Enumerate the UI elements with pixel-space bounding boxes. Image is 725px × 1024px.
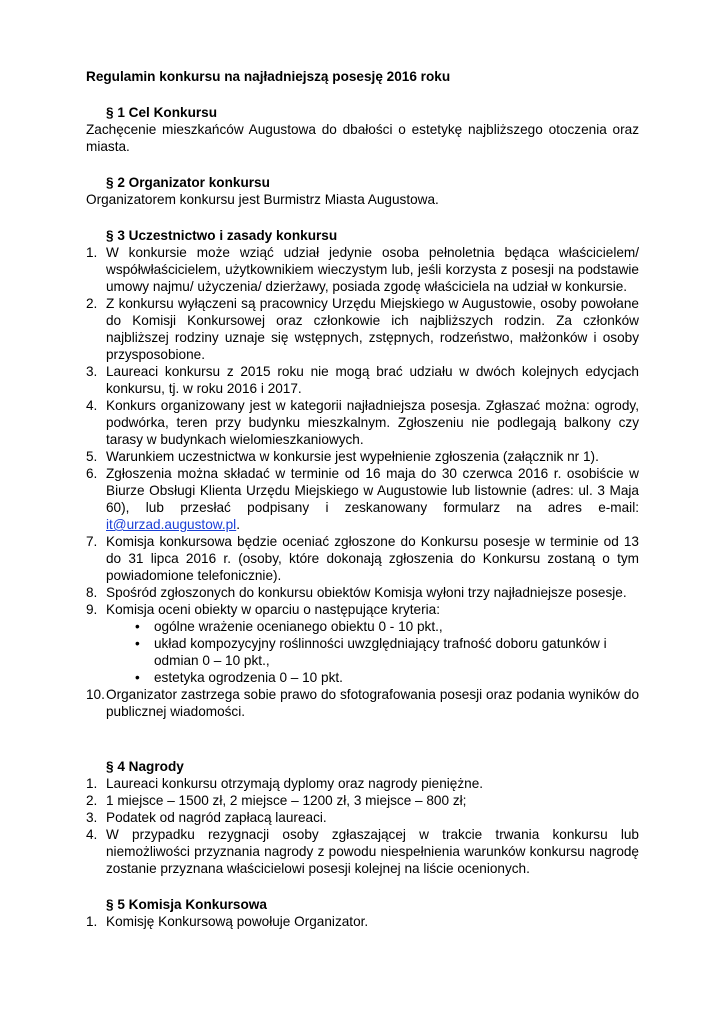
item-number: 8. bbox=[86, 585, 98, 600]
list-item bbox=[86, 913, 639, 930]
section-4 bbox=[86, 758, 639, 877]
item-number: 5. bbox=[86, 449, 98, 464]
list-item bbox=[86, 448, 639, 465]
item-text: Komisja konkursowa będzie oceniać zgłoszone do Konkursu posesje w terminie od 13 do 31 lipca 2016 r. (osoby, które dokonają zgłoszenia do Konkursu zostaną o tym powiadomione telefonicznie). bbox=[106, 534, 639, 583]
item-text: Organizator zastrzega sobie prawo do sfotografowania posesji oraz podania wyników do publicznej wiadomości. bbox=[106, 687, 639, 719]
bullet-icon: • bbox=[135, 670, 140, 685]
bullet-icon: • bbox=[135, 619, 140, 634]
item-text: Konkurs organizowany jest w kategorii najładniejsza posesja. Zgłaszać można: ogrody, podwórka, teren przy budynku mieszkalnym. Zgłoszeniu nie podlegają balkony czy tarasy w budynkach wielomieszkaniowych. bbox=[106, 398, 639, 447]
section-2-heading: § 2 Organizator konkursu bbox=[106, 175, 270, 190]
criteria-item bbox=[106, 635, 639, 669]
item-text: Warunkiem uczestnictwa w konkursie jest wypełnienie zgłoszenia (załącznik nr 1). bbox=[106, 449, 599, 464]
item-number: 1. bbox=[86, 914, 98, 929]
criteria-text: estetyka ogrodzenia 0 – 10 pkt. bbox=[154, 670, 343, 685]
list-item bbox=[86, 295, 639, 363]
item-number: 6. bbox=[86, 466, 98, 481]
list-item bbox=[86, 775, 639, 792]
list-item bbox=[86, 363, 639, 397]
item-text: W przypadku rezygnacji osoby zgłaszającej w trakcie trwania konkursu lub niemożliwości przyznania nagrody z powodu niespełnienia warunków konkursu nagrodę zostanie przyznana właścicielowi posesji kolejnej na liście ocenionych. bbox=[106, 827, 639, 876]
item-number: 2. bbox=[86, 793, 98, 808]
list-item bbox=[86, 397, 639, 448]
section-3 bbox=[86, 227, 639, 720]
item-text: Zgłoszenia można składać w terminie od 16 maja do 30 czerwca 2016 r. osobiście w Biurze Obsługi Klienta Urzędu Miejskiego w Augustowie lub listownie (adres: ul. 3 Maja 60), lub przesłać podpisany i zeskanowany formularz na adres e-mail: bbox=[106, 466, 639, 515]
list-item bbox=[86, 826, 639, 877]
section-4-list bbox=[86, 775, 639, 877]
item-number: 10. bbox=[86, 687, 105, 702]
item-text: Laureaci konkursu otrzymają dyplomy oraz nagrody pieniężne. bbox=[106, 776, 484, 791]
item-text: Laureaci konkursu z 2015 roku nie mogą brać udziału w dwóch kolejnych edycjach konkursu, tj. w roku 2016 i 2017. bbox=[106, 364, 639, 396]
email-link[interactable]: it@urzad.augustow.pl bbox=[106, 517, 237, 532]
criteria-item bbox=[106, 669, 639, 686]
item-text: Z konkursu wyłączeni są pracownicy Urzędu Miejskiego w Augustowie, osoby powołane do Komisji Konkursowej oraz członkowie ich najbliższych rodzin. Za członków najbliższej rodziny uznaje się wstępnych, zstępnych, rodzeństwo, małżonków i osoby przysposobione. bbox=[106, 296, 639, 362]
section-1 bbox=[86, 104, 639, 155]
item-text-end: . bbox=[236, 517, 240, 532]
list-item bbox=[86, 686, 639, 720]
list-item bbox=[86, 792, 639, 809]
item-text: Podatek od nagród zapłacą laureaci. bbox=[106, 810, 327, 825]
section-1-text: Zachęcenie mieszkańców Augustowa do dbałości o estetykę najbliższego otoczenia oraz miasta. bbox=[86, 122, 639, 154]
criteria-list bbox=[106, 618, 639, 686]
criteria-text: ogólne wrażenie ocenianego obiektu 0 - 10 pkt., bbox=[154, 619, 443, 634]
section-2 bbox=[86, 174, 639, 208]
section-2-text: Organizatorem konkursu jest Burmistrz Miasta Augustowa. bbox=[86, 192, 439, 207]
section-1-heading: § 1 Cel Konkursu bbox=[106, 105, 218, 120]
item-number: 1. bbox=[86, 245, 98, 260]
section-5 bbox=[86, 896, 639, 930]
item-text: 1 miejsce – 1500 zł, 2 miejsce – 1200 zł, 3 miejsce – 800 zł; bbox=[106, 793, 467, 808]
item-number: 7. bbox=[86, 534, 98, 549]
item-number: 1. bbox=[86, 776, 98, 791]
section-3-heading: § 3 Uczestnictwo i zasady konkursu bbox=[106, 228, 338, 243]
section-5-list bbox=[86, 913, 639, 930]
list-item bbox=[86, 584, 639, 601]
item-text: Komisję Konkursową powołuje Organizator. bbox=[106, 914, 369, 929]
list-item bbox=[86, 601, 639, 686]
item-text: Spośród zgłoszonych do konkursu obiektów Komisja wyłoni trzy najładniejsze posesje. bbox=[106, 585, 627, 600]
item-text: W konkursie może wziąć udział jedynie osoba pełnoletnia będąca właścicielem/ współwłaścicielem, użytkownikiem wieczystym lub, jeśli korzysta z posesji na podstawie umowy najmu/ użyczenia/ dzierżawy, posiada zgodę właściciela na udział w konkursie. bbox=[106, 245, 639, 294]
item-number: 9. bbox=[86, 602, 98, 617]
list-item bbox=[86, 533, 639, 584]
item-number: 4. bbox=[86, 398, 98, 413]
section-4-heading: § 4 Nagrody bbox=[106, 759, 184, 774]
criteria-item bbox=[106, 618, 639, 635]
item-number: 3. bbox=[86, 364, 98, 379]
list-item bbox=[86, 809, 639, 826]
section-3-list bbox=[86, 244, 639, 720]
list-item bbox=[86, 244, 639, 295]
item-number: 4. bbox=[86, 827, 98, 842]
criteria-text: układ kompozycyjny roślinności uwzględniający trafność doboru gatunków i odmian 0 – 10 pkt., bbox=[154, 636, 607, 668]
section-5-heading: § 5 Komisja Konkursowa bbox=[106, 897, 267, 912]
bullet-icon: • bbox=[135, 636, 140, 651]
item-text: Komisja oceni obiekty w oparciu o następujące kryteria: bbox=[106, 602, 440, 617]
item-number: 2. bbox=[86, 296, 98, 311]
item-number: 3. bbox=[86, 810, 98, 825]
document-title: Regulamin konkursu na najładniejszą posesję 2016 roku bbox=[86, 69, 451, 84]
list-item bbox=[86, 465, 639, 533]
